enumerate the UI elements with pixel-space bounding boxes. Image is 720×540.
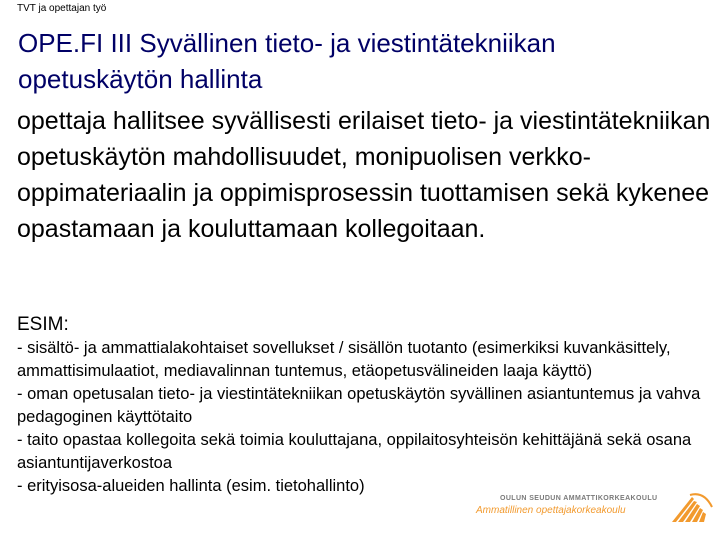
header-label: TVT ja opettajan työ	[17, 3, 107, 14]
example-heading: ESIM:	[17, 314, 69, 335]
example-item: - erityisosa-alueiden hallinta (esim. tietohallinto)	[17, 477, 365, 495]
example-item: - taito opastaa kollegoita sekä toimia kouluttajana, oppilaitosyhteisön kehittäjänä sekä osana asiantuntijaverkostoa	[17, 431, 692, 472]
example-list	[17, 337, 717, 498]
lead-paragraph: opettaja hallitsee syvällisesti erilaiset tieto- ja viestintätekniikan opetuskäytön mahdollisuudet, monipuolisen verkko-oppimateriaalin ja oppimisprosessin tuottamisen sekä kykenee opastamaan ja kouluttamaan kollegoitaan.	[17, 107, 711, 243]
organization-logo	[474, 489, 720, 523]
logo-organization-name: OULUN SEUDUN AMMATTIKORKEAKOULU	[500, 495, 658, 502]
fan-logo-icon	[670, 489, 714, 523]
slide-title: OPE.FI III Syvällinen tieto- ja viestintätekniikan opetuskäytön hallinta	[18, 28, 556, 94]
logo-unit-name: Ammatillinen opettajakorkeakoulu	[476, 505, 626, 516]
example-item: - sisältö- ja ammattialakohtaiset sovellukset / sisällön tuotanto (esimerkiksi kuvankäsittely, ammattisimulaatiot, mediavalinnan tuntemus, etäopetusvälineiden laaja käyttö)	[17, 339, 671, 380]
example-item: - oman opetusalan tieto- ja viestintätekniikan opetuskäytön syvällinen asiantuntemus ja vahva pedagoginen käyttötaito	[17, 385, 701, 426]
